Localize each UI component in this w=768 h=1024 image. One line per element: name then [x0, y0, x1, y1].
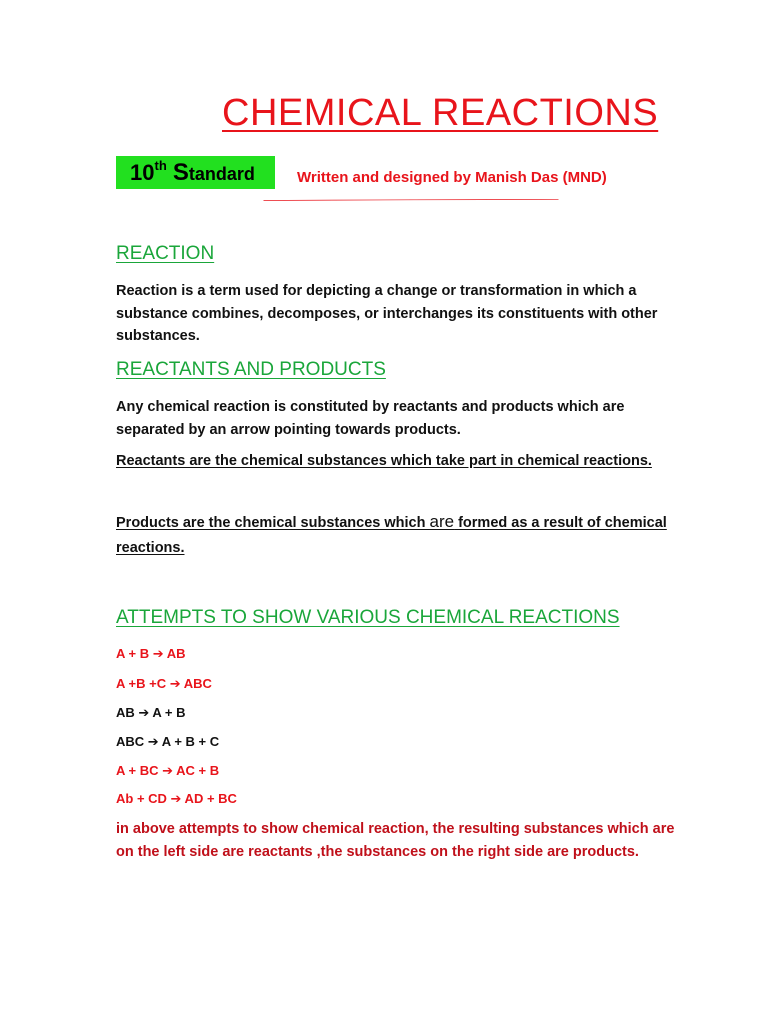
author-credit: Written and designed by Manish Das (MND) [297, 169, 607, 186]
products-definition-part1: Products are the chemical substances which [116, 515, 430, 531]
attempts-conclusion: in above attempts to show chemical reaction, the resulting substances which are on the left side are reactants ,the substances on the right side are products. [116, 821, 675, 860]
equation-4: ABC ➔ A + B + C [116, 734, 220, 749]
reactants-definition: Reactants are the chemical substances which take part in chemical reactions. [116, 453, 652, 469]
equation-6: Ab + CD ➔ AD + BC [116, 791, 237, 806]
products-definition [116, 509, 696, 561]
equation-1: A + B ➔ AB [116, 646, 186, 661]
page-title: CHEMICAL REACTIONS [222, 92, 659, 134]
standard-superscript: th [154, 158, 167, 173]
reaction-heading: REACTION [116, 243, 215, 264]
standard-rest: tandard [188, 164, 255, 184]
products-definition-are: are [429, 512, 455, 531]
reactants-products-text: Any chemical reaction is constituted by reactants and products which are separated by an arrow pointing towards products. [116, 399, 625, 438]
equation-5: A + BC ➔ AC + B [116, 763, 220, 778]
standard-badge [116, 156, 275, 189]
reactants-products-heading: REACTANTS AND PRODUCTS [116, 359, 386, 380]
products-definition-part2: formed as a result of chemical reactions. [116, 515, 667, 556]
attempts-heading: ATTEMPTS TO SHOW VARIOUS CHEMICAL REACTIONS [116, 607, 620, 628]
header-divider [116, 199, 706, 201]
standard-number: 10 [130, 160, 155, 185]
equation-3: AB ➔ A + B [116, 705, 186, 720]
reaction-definition: Reaction is a term used for depicting a change or transformation in which a substance combines, decomposes, or interchanges its constituents with other substances. [116, 283, 658, 344]
standard-first-letter: S [172, 159, 189, 186]
equation-2: A +B +C ➔ ABC [116, 676, 212, 691]
